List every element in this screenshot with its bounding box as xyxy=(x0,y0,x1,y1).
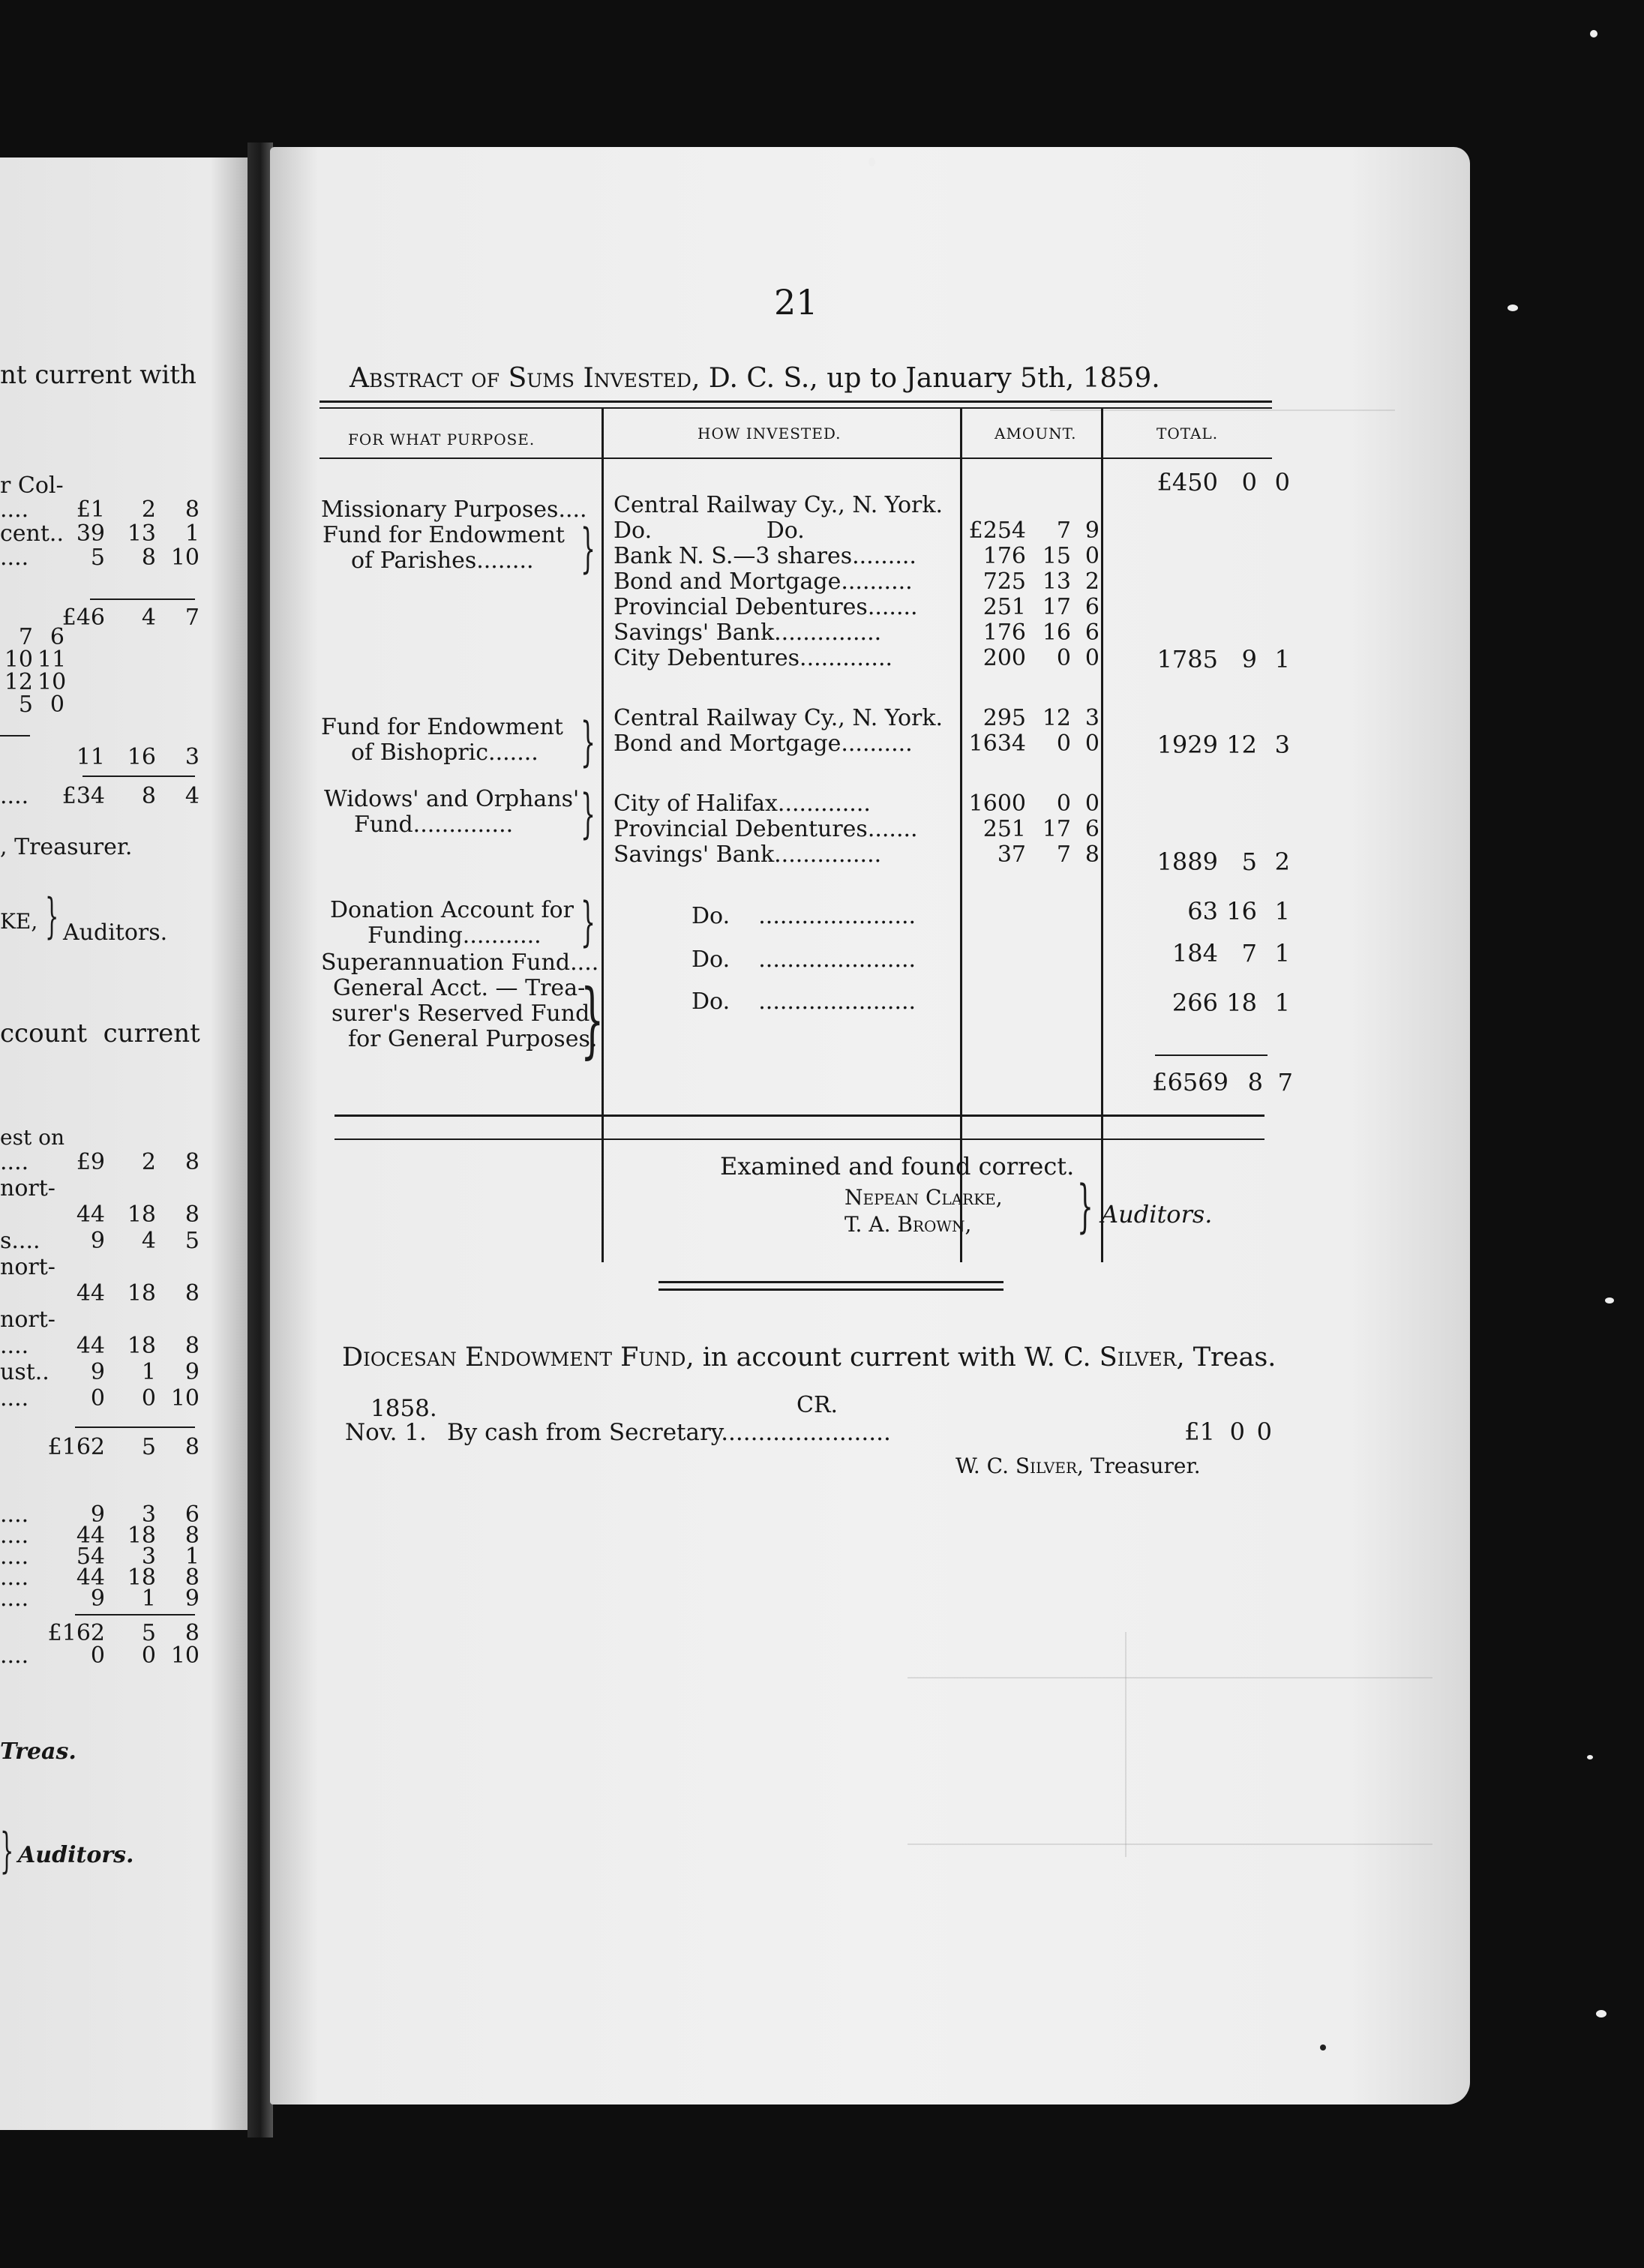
endowment-year: 1858. xyxy=(370,1395,437,1422)
left-treasurer: , Treasurer. xyxy=(0,834,133,860)
left-last-row-s: 0 xyxy=(141,1642,156,1669)
speck-mark xyxy=(1590,30,1598,38)
left-facing-page xyxy=(0,158,248,2130)
investment-label: Savings' Bank............... xyxy=(614,620,882,646)
left-row-d: 5 xyxy=(184,1228,200,1254)
grand-total-d: 7 xyxy=(1277,1068,1293,1096)
left-sum-b-d: 3 xyxy=(184,744,200,770)
left-rule xyxy=(90,598,195,600)
total-rule xyxy=(1155,1054,1268,1056)
investment-amount-s: 12 xyxy=(1042,705,1071,731)
left-row-s: 18 xyxy=(127,1202,156,1228)
left-last-row-l: 0 xyxy=(90,1642,105,1669)
investment-label: City Debentures............. xyxy=(614,645,893,671)
investment-amount-s: 7 xyxy=(1056,518,1071,544)
left-rule xyxy=(0,735,30,736)
investment-amount-d: 0 xyxy=(1084,730,1100,757)
investment-amount-d: 6 xyxy=(1084,620,1100,646)
left-stub-d: 11 xyxy=(38,646,67,673)
left-sum-a-l: £46 xyxy=(62,604,105,631)
total-amount-d: 1 xyxy=(1274,897,1290,926)
left-sum-c-d: 8 xyxy=(184,1434,200,1460)
left-heading-1: nt current with xyxy=(0,360,196,390)
left-total-b-l: £34 xyxy=(62,783,105,809)
left-row-label: .... xyxy=(0,1522,29,1549)
left-stub-s: 10 xyxy=(4,646,33,673)
endowment-date: Nov. 1. xyxy=(345,1419,427,1446)
table-bottom-rule xyxy=(334,1138,1264,1140)
investment-amount-d: 3 xyxy=(1084,705,1100,731)
left-stub-d: 0 xyxy=(50,692,64,718)
left-row-s: 18 xyxy=(127,1522,156,1549)
left-sum-d-s: 5 xyxy=(141,1620,156,1646)
header-purpose: FOR WHAT PURPOSE. xyxy=(348,430,536,448)
left-row-l: 9 xyxy=(90,1359,105,1385)
total-amount-l: 1889 xyxy=(1156,848,1218,876)
left-row-l: 0 xyxy=(90,1385,105,1412)
brace-icon: } xyxy=(45,889,59,944)
brace-icon: } xyxy=(580,518,596,579)
total-amount-l: 63 xyxy=(1187,897,1218,926)
left-row-label: .... xyxy=(0,496,29,523)
left-row-d: 8 xyxy=(184,1564,200,1591)
left-row-d: 6 xyxy=(184,1502,200,1528)
col-divider xyxy=(1101,407,1103,1262)
speck-mark xyxy=(1320,2044,1326,2050)
investment-amount-s: 16 xyxy=(1042,620,1071,646)
investment-label: Provincial Debentures....... xyxy=(614,594,918,620)
total-amount-l: 1929 xyxy=(1156,730,1218,759)
left-est-on: est on xyxy=(0,1125,64,1150)
investment-amount-d: 0 xyxy=(1084,645,1100,671)
left-stub-s: 5 xyxy=(18,692,33,718)
left-stub-d: 10 xyxy=(38,669,67,695)
investment-amount-d: 2 xyxy=(1084,568,1100,595)
left-row-s: 18 xyxy=(127,1333,156,1359)
total-amount-s: 0 xyxy=(1241,468,1257,496)
left-row-d: 10 xyxy=(170,544,200,571)
purpose-line: of Parishes........ xyxy=(351,548,534,574)
book-gutter xyxy=(248,142,273,2138)
investment-amount-s: 0 xyxy=(1056,645,1071,671)
left-row-label: .... xyxy=(0,1149,29,1175)
investment-label: Do. ...................... xyxy=(692,946,916,973)
left-row-l: £1 xyxy=(76,496,105,523)
table-bottom-rule xyxy=(334,1114,1264,1117)
left-row-label: nort- xyxy=(0,1254,56,1280)
investment-amount-l: 176 xyxy=(982,543,1026,569)
auditor-2: T. A. Brown, xyxy=(844,1212,972,1237)
endowment-entry: By cash from Secretary....................... xyxy=(447,1419,891,1446)
total-amount-l: 266 xyxy=(1172,988,1218,1017)
left-row-l: 44 xyxy=(76,1522,105,1549)
col-divider xyxy=(602,407,604,1262)
investment-amount-l: 251 xyxy=(982,816,1026,842)
left-row-d: 8 xyxy=(184,1333,200,1359)
investment-amount-s: 0 xyxy=(1056,730,1071,757)
left-total-b-d: 4 xyxy=(184,783,200,809)
left-sum-a-d: 7 xyxy=(184,604,200,631)
abstract-title-prefix: Abstract of Sums Invested xyxy=(350,363,692,394)
left-rule xyxy=(75,1614,195,1616)
brace-icon: } xyxy=(580,891,596,952)
left-heading-2: ccount current xyxy=(0,1018,200,1048)
total-amount-d: 3 xyxy=(1274,730,1290,759)
abstract-title-rest: , D. C. S., up to January 5th, 1859. xyxy=(691,363,1160,394)
investment-amount-l: 1600 xyxy=(968,790,1026,817)
table-top-rule xyxy=(320,407,1272,409)
left-row-label: nort- xyxy=(0,1306,56,1333)
left-row-d: 10 xyxy=(170,1385,200,1412)
total-amount-s: 18 xyxy=(1226,988,1257,1017)
left-sum-d-d: 8 xyxy=(184,1620,200,1646)
total-amount-d: 0 xyxy=(1274,468,1290,496)
investment-label: Do. ...................... xyxy=(692,903,916,929)
left-row-l: 9 xyxy=(90,1502,105,1528)
investment-amount-s: 17 xyxy=(1042,816,1071,842)
left-sum-b-l: 11 xyxy=(76,744,105,770)
investment-label: Central Railway Cy., N. York. xyxy=(614,492,944,518)
auditor-1: Nepean Clarke, xyxy=(844,1185,1003,1210)
abstract-title xyxy=(350,363,1160,394)
left-row-s: 4 xyxy=(141,1228,156,1254)
purpose-line: Funding........... xyxy=(368,922,542,949)
left-row-s: 18 xyxy=(127,1564,156,1591)
left-row-l: £9 xyxy=(76,1149,105,1175)
left-row-s: 8 xyxy=(141,544,156,571)
investment-amount-s: 15 xyxy=(1042,543,1071,569)
left-rule xyxy=(82,776,195,777)
investment-amount-l: 295 xyxy=(982,705,1026,731)
total-amount-s: 5 xyxy=(1241,848,1257,876)
left-row-l: 5 xyxy=(90,544,105,571)
left-stub-s: 7 xyxy=(18,624,33,650)
left-row-l: 39 xyxy=(76,520,105,547)
left-dots: .... xyxy=(0,783,29,809)
purpose-line: surer's Reserved Fund xyxy=(332,1000,590,1027)
investment-amount-l: 251 xyxy=(982,594,1026,620)
left-row-s: 1 xyxy=(141,1359,156,1385)
left-row-label: .... xyxy=(0,544,29,571)
investment-amount-s: 13 xyxy=(1042,568,1071,595)
left-row-d: 9 xyxy=(184,1359,200,1385)
brace-icon: } xyxy=(580,971,604,1067)
investment-amount-d: 0 xyxy=(1084,543,1100,569)
left-sum-b-s: 16 xyxy=(127,744,156,770)
section-divider xyxy=(658,1281,1004,1283)
total-amount-d: 1 xyxy=(1274,645,1290,674)
left-row-col: r Col- xyxy=(0,472,64,499)
left-row-label: .... xyxy=(0,1502,29,1528)
total-amount-s: 9 xyxy=(1241,645,1257,674)
investment-amount-d: 6 xyxy=(1084,594,1100,620)
left-row-d: 1 xyxy=(184,1544,200,1570)
investment-label: Provincial Debentures....... xyxy=(614,816,918,842)
investment-label: City of Halifax............. xyxy=(614,790,871,817)
grand-total-l: £6569 xyxy=(1152,1068,1228,1096)
left-sum-d-l: £162 xyxy=(47,1620,105,1646)
bleed-through-mark xyxy=(908,1677,1432,1845)
investment-amount-l: 725 xyxy=(982,568,1026,595)
left-treas: Treas. xyxy=(0,1738,76,1765)
speck-mark xyxy=(1596,2010,1606,2018)
investment-label: Bond and Mortgage.......... xyxy=(614,730,913,757)
left-row-d: 8 xyxy=(184,496,200,523)
header-how: HOW INVESTED. xyxy=(698,424,842,442)
left-sum-c-s: 5 xyxy=(141,1434,156,1460)
left-row-s: 0 xyxy=(141,1385,156,1412)
total-amount-d: 1 xyxy=(1274,988,1290,1017)
investment-amount-l: 176 xyxy=(982,620,1026,646)
left-row-d: 1 xyxy=(184,520,200,547)
investment-amount-l: £254 xyxy=(968,518,1026,544)
endowment-amount-l: £1 xyxy=(1184,1418,1215,1446)
left-sum-c-l: £162 xyxy=(47,1434,105,1460)
purpose-line: Fund for Endowment xyxy=(321,714,563,740)
left-row-s: 2 xyxy=(141,1149,156,1175)
left-sum-a-s: 4 xyxy=(141,604,156,631)
left-row-d: 8 xyxy=(184,1522,200,1549)
right-page xyxy=(270,147,1470,2104)
left-row-label: s.... xyxy=(0,1228,40,1254)
endowment-signature: W. C. Silver, Treasurer. xyxy=(956,1454,1201,1478)
left-row-s: 3 xyxy=(141,1502,156,1528)
left-row-label: .... xyxy=(0,1586,29,1612)
left-row-label: .... xyxy=(0,1333,29,1359)
brace-icon: } xyxy=(1077,1172,1094,1239)
total-amount-l: £450 xyxy=(1156,468,1218,496)
left-row-l: 44 xyxy=(76,1202,105,1228)
left-row-label: nort- xyxy=(0,1175,56,1202)
left-row-d: 8 xyxy=(184,1280,200,1306)
left-row-label: .... xyxy=(0,1642,29,1669)
total-amount-s: 12 xyxy=(1226,730,1257,759)
investment-amount-s: 17 xyxy=(1042,594,1071,620)
left-stub-s: 12 xyxy=(4,669,33,695)
endowment-title: Diocesan Endowment Fund, in account current with W. C. Silver, Treas. xyxy=(342,1342,1276,1372)
left-last-row-d: 10 xyxy=(170,1642,200,1669)
total-amount-l: 184 xyxy=(1172,939,1218,968)
left-row-l: 44 xyxy=(76,1333,105,1359)
left-row-s: 18 xyxy=(127,1280,156,1306)
purpose-line: Superannuation Fund.... xyxy=(321,950,599,976)
left-row-d: 8 xyxy=(184,1149,200,1175)
total-amount-s: 7 xyxy=(1241,939,1257,968)
examined-text: Examined and found correct. xyxy=(720,1152,1075,1180)
section-divider xyxy=(658,1288,1004,1291)
left-row-d: 9 xyxy=(184,1586,200,1612)
investment-label: Central Railway Cy., N. York. xyxy=(614,705,944,731)
investment-amount-l: 37 xyxy=(997,842,1026,868)
left-row-d: 8 xyxy=(184,1202,200,1228)
left-row-s: 2 xyxy=(141,496,156,523)
investment-amount-s: 7 xyxy=(1056,842,1071,868)
left-total-b-s: 8 xyxy=(141,783,156,809)
table-top-rule xyxy=(320,400,1272,403)
brace-icon: } xyxy=(580,711,596,772)
investment-amount-l: 200 xyxy=(982,645,1026,671)
brace-icon: } xyxy=(580,783,596,844)
investment-label: Bond and Mortgage.......... xyxy=(614,568,913,595)
total-amount-d: 1 xyxy=(1274,939,1290,968)
auditors-label: Auditors. xyxy=(1101,1200,1213,1228)
left-row-s: 3 xyxy=(141,1544,156,1570)
total-amount-l: 1785 xyxy=(1156,645,1218,674)
purpose-line: Fund.............. xyxy=(354,812,514,838)
page-number: 21 xyxy=(774,282,818,322)
left-row-label: cent.. xyxy=(0,520,64,547)
speck-mark xyxy=(1587,1755,1593,1760)
left-row-label: .... xyxy=(0,1544,29,1570)
endowment-amount-s: 0 xyxy=(1229,1418,1245,1446)
left-row-s: 1 xyxy=(141,1586,156,1612)
purpose-line: of Bishopric....... xyxy=(351,740,538,766)
purpose-line: Donation Account for xyxy=(330,897,574,923)
header-total: TOTAL. xyxy=(1156,424,1219,442)
purpose-line: Fund for Endowment xyxy=(322,522,565,548)
purpose-line: for General Purposes. xyxy=(348,1026,598,1052)
brace-icon: } xyxy=(0,1823,14,1879)
left-row-label: ust.. xyxy=(0,1359,50,1385)
left-row-label: .... xyxy=(0,1564,29,1591)
speck-mark xyxy=(1508,304,1518,311)
left-row-l: 44 xyxy=(76,1564,105,1591)
col-divider xyxy=(960,407,962,1262)
left-row-l: 44 xyxy=(76,1280,105,1306)
left-row-l: 9 xyxy=(90,1586,105,1612)
left-auditors-2: Auditors. xyxy=(18,1842,134,1868)
investment-amount-d: 0 xyxy=(1084,790,1100,817)
investment-label: Do. Do. xyxy=(614,518,805,544)
left-row-l: 54 xyxy=(76,1544,105,1570)
investment-amount-d: 6 xyxy=(1084,816,1100,842)
investment-label: Savings' Bank............... xyxy=(614,842,882,868)
total-amount-d: 2 xyxy=(1274,848,1290,876)
investment-label: Do. ...................... xyxy=(692,988,916,1015)
investment-amount-d: 8 xyxy=(1084,842,1100,868)
header-amount: AMOUNT. xyxy=(994,424,1077,442)
speck-mark xyxy=(1605,1298,1614,1304)
bleed-through-mark xyxy=(1125,1632,1126,1857)
left-row-s: 13 xyxy=(127,520,156,547)
left-rule xyxy=(75,1426,195,1428)
left-auditor-ke: KE, xyxy=(0,909,38,934)
purpose-line: Widows' and Orphans' xyxy=(324,786,580,812)
investment-amount-s: 0 xyxy=(1056,790,1071,817)
endowment-cr: CR. xyxy=(796,1392,838,1418)
purpose-line: Missionary Purposes.... xyxy=(321,496,587,523)
total-amount-s: 16 xyxy=(1226,897,1257,926)
endowment-amount-d: 0 xyxy=(1256,1418,1272,1446)
speck-mark xyxy=(868,158,875,166)
left-row-l: 9 xyxy=(90,1228,105,1254)
left-auditors: Auditors. xyxy=(63,920,168,946)
investment-label: Bank N. S.—3 shares......... xyxy=(614,543,916,569)
left-stub-d: 6 xyxy=(50,624,64,650)
table-header-rule xyxy=(320,458,1272,459)
grand-total-s: 8 xyxy=(1247,1068,1263,1096)
purpose-line: General Acct. — Trea- xyxy=(333,975,586,1001)
left-row-label: .... xyxy=(0,1385,29,1412)
investment-amount-l: 1634 xyxy=(968,730,1026,757)
investment-amount-d: 9 xyxy=(1084,518,1100,544)
